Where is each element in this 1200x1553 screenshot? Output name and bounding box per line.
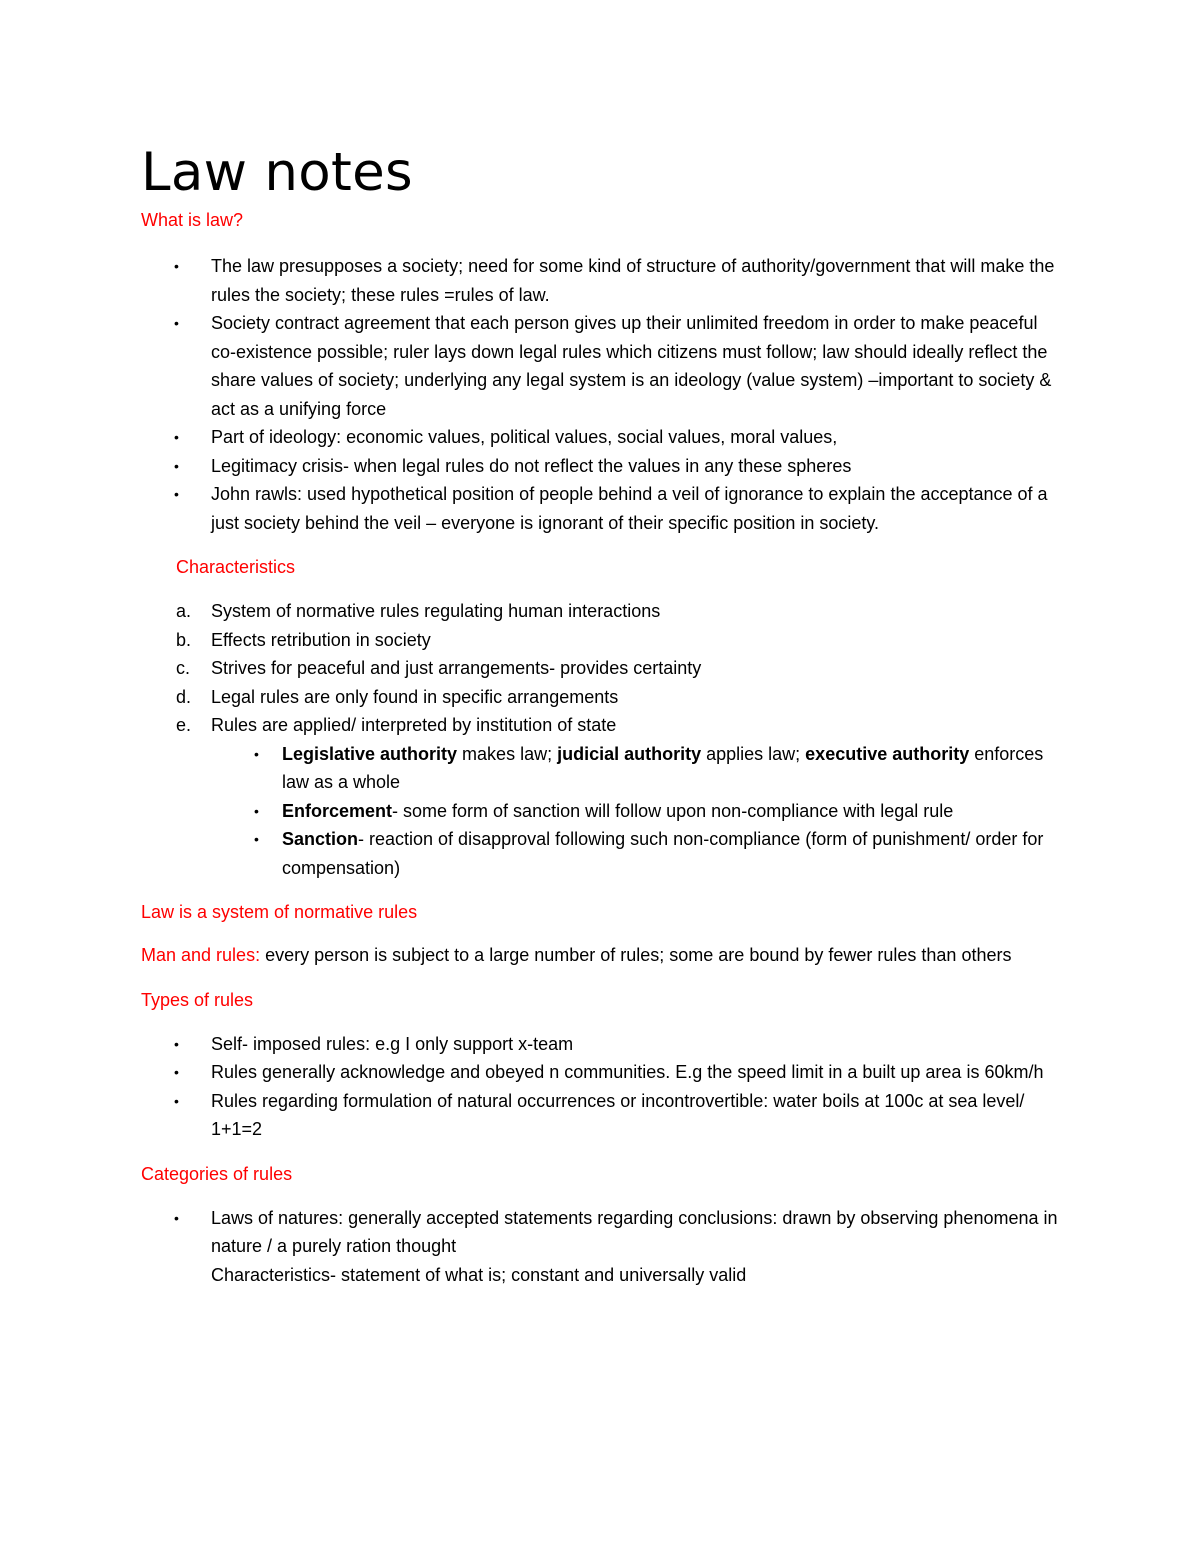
list-marker: c. — [176, 658, 191, 678]
list-marker: a. — [176, 601, 192, 621]
list-marker: d. — [176, 686, 192, 707]
list-item: • Rules generally acknowledge and obeyed n communities. E.g the speed limit in a built up area is 60km/h — [141, 1058, 1061, 1087]
bullet-icon: • — [174, 486, 179, 502]
heading-system-of-rules: Law is a system of normative rules — [141, 902, 418, 922]
characteristics-list — [141, 597, 1061, 740]
list-item: a. System of normative rules regulating human interactions — [141, 597, 1061, 626]
bullet-icon: • — [174, 1064, 179, 1080]
document-page — [141, 138, 1061, 1289]
state-institutions-sublist — [141, 740, 1061, 883]
man-and-rules-label: Man and rules: — [141, 945, 261, 965]
list-item: • Laws of natures: generally accepted statements regarding conclusions: drawn by observing phenomena in nature / a purely ration thought Characteristics- statement of what is; constant and universally valid — [141, 1204, 1061, 1290]
heading-what-is-law: What is law? — [141, 210, 244, 230]
bullet-icon: • — [174, 457, 179, 474]
bullet-icon: • — [254, 831, 259, 847]
bullet-icon: • — [254, 802, 259, 819]
bullet-icon: • — [174, 1209, 179, 1226]
list-item: e. Rules are applied/ interpreted by institution of state — [141, 711, 1061, 740]
bullet-icon: • — [174, 315, 179, 331]
list-item: • Rules regarding formulation of natural occurrences or incontrovertible: water boils at 100c at sea level/ 1+1=2 — [141, 1087, 1061, 1144]
man-and-rules-paragraph: Man and rules: every person is subject to a large number of rules; some are bound by fewer rules than others — [141, 945, 1012, 965]
list-item: • Self- imposed rules: e.g I only support x-team — [141, 1030, 1061, 1059]
list-item: • The law presupposes a society; need for some kind of structure of authority/government that will make the rules the society; these rules =rules of law. — [141, 252, 1061, 309]
list-item: • Enforcement- some form of sanction will follow upon non-compliance with legal rule — [141, 797, 1061, 826]
heading-categories-of-rules: Categories of rules — [141, 1163, 293, 1184]
bullet-icon: • — [174, 1035, 179, 1052]
list-marker: e. — [176, 715, 192, 735]
document-title: Law notes — [141, 142, 413, 203]
list-item: • Society contract agreement that each person gives up their unlimited freedom in order to make peaceful co-existence possible; ruler lays down legal rules which citizens must follow; law should ideally reflect the share values of society; underlying any legal system is an ideology (value system) –important to society & act as a unifying force — [141, 309, 1061, 423]
list-item: c. Strives for peaceful and just arrangements- provides certainty — [141, 654, 1061, 683]
bullet-icon: • — [254, 745, 259, 762]
bullet-icon: • — [174, 258, 179, 274]
list-marker: b. — [176, 629, 192, 650]
types-of-rules-list — [141, 1030, 1061, 1144]
bullet-icon: • — [174, 1092, 179, 1109]
heading-characteristics: Characteristics — [176, 557, 296, 577]
list-item: • Part of ideology: economic values, political values, social values, moral values, — [141, 423, 1061, 452]
what-is-law-list — [141, 252, 1061, 537]
list-item: • Legitimacy crisis- when legal rules do not reflect the values in any these spheres — [141, 452, 1061, 481]
list-item: b. Effects retribution in society — [141, 626, 1061, 655]
list-item: • John rawls: used hypothetical position of people behind a veil of ignorance to explain the acceptance of a just society behind the veil – everyone is ignorant of their specific position in society. — [141, 480, 1061, 537]
list-item: • Legislative authority makes law; judicial authority applies law; executive authority enforces law as a whole — [141, 740, 1061, 797]
bullet-icon: • — [174, 429, 179, 445]
categories-of-rules-list — [141, 1204, 1061, 1290]
heading-types-of-rules: Types of rules — [141, 989, 254, 1010]
list-item: d. Legal rules are only found in specific arrangements — [141, 683, 1061, 712]
list-item: • Sanction- reaction of disapproval following such non-compliance (form of punishment/ order for compensation) — [141, 825, 1061, 882]
